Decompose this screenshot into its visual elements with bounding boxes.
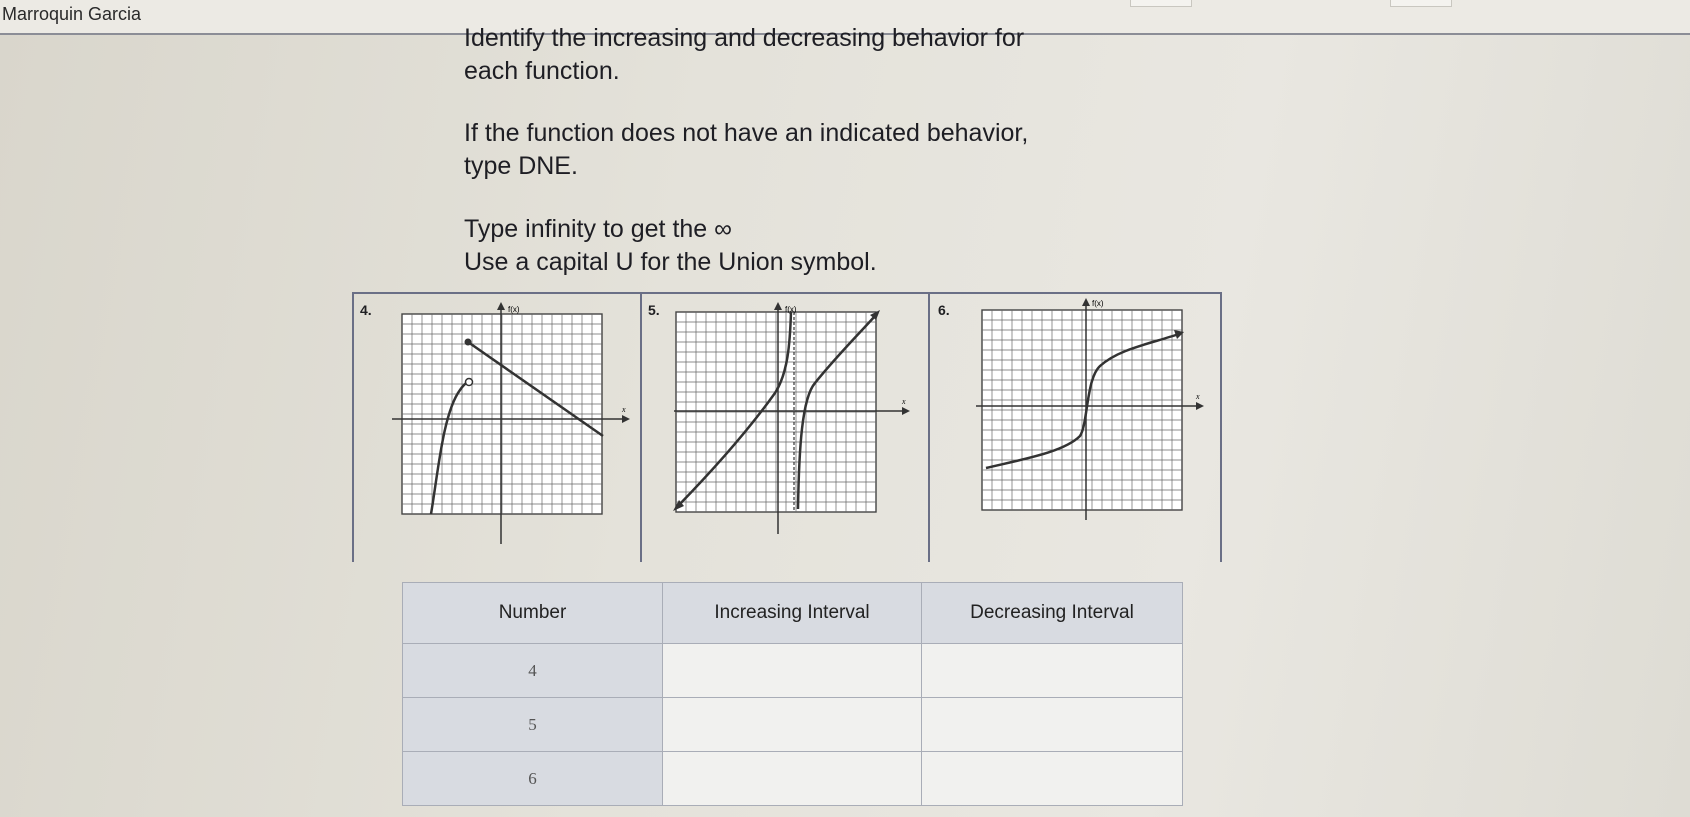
decreasing-interval-input[interactable] [922,644,1183,698]
user-name: Marroquin Garcia [2,4,142,24]
instruction-line: type DNE. [464,152,578,180]
increasing-interval-input[interactable] [663,698,922,752]
row-number: 5 [403,698,663,752]
instruction-line: If the function does not have an indicated behavior, [464,119,1029,147]
decreasing-interval-input[interactable] [922,698,1183,752]
instruction-line: each function. [464,57,620,85]
y-axis-arrow [497,302,505,310]
open-point [466,379,473,386]
column-header-decreasing: Decreasing Interval [922,583,1183,644]
x-axis-label: x [622,405,626,414]
x-axis-label: x [1196,392,1200,401]
graph-problem-6 [974,294,1224,548]
table-header-row [403,583,1183,644]
closed-point [465,339,472,346]
toolbar-button[interactable] [1130,0,1192,7]
increasing-interval-input[interactable] [663,752,922,806]
column-header-number: Number [403,583,663,644]
x-axis-arrow [1196,402,1204,410]
problem-number: 6. [938,302,950,318]
panel-divider [640,292,642,562]
problem-number: 4. [360,302,372,318]
decreasing-interval-input[interactable] [922,752,1183,806]
table-row [403,698,1183,752]
x-axis-label: x [902,397,906,406]
graphs-panel [352,292,1222,562]
panel-divider [928,292,930,562]
x-axis-arrow [902,407,910,415]
toolbar-button[interactable] [1390,0,1452,7]
row-number: 6 [403,752,663,806]
panel-divider [352,292,354,562]
column-header-increasing: Increasing Interval [663,583,922,644]
y-axis-label: f(x) [1092,299,1104,308]
instruction-line: Identify the increasing and decreasing behavior for [464,24,1025,52]
y-axis-arrow [774,302,782,310]
increasing-interval-input[interactable] [663,644,922,698]
instruction-line: Use a capital U for the Union symbol. [464,248,877,276]
graph-problem-4 [388,298,638,552]
y-axis-label: f(x) [508,305,520,314]
y-axis-label: f(x) [785,305,797,314]
x-axis-arrow [622,415,630,423]
instruction-line: Type infinity to get the ∞ [464,215,732,243]
answer-table [402,582,1183,806]
y-axis-arrow [1082,298,1090,306]
table-row [403,752,1183,806]
problem-number: 5. [648,302,660,318]
graph-problem-5 [670,298,920,552]
row-number: 4 [403,644,663,698]
table-row [403,644,1183,698]
